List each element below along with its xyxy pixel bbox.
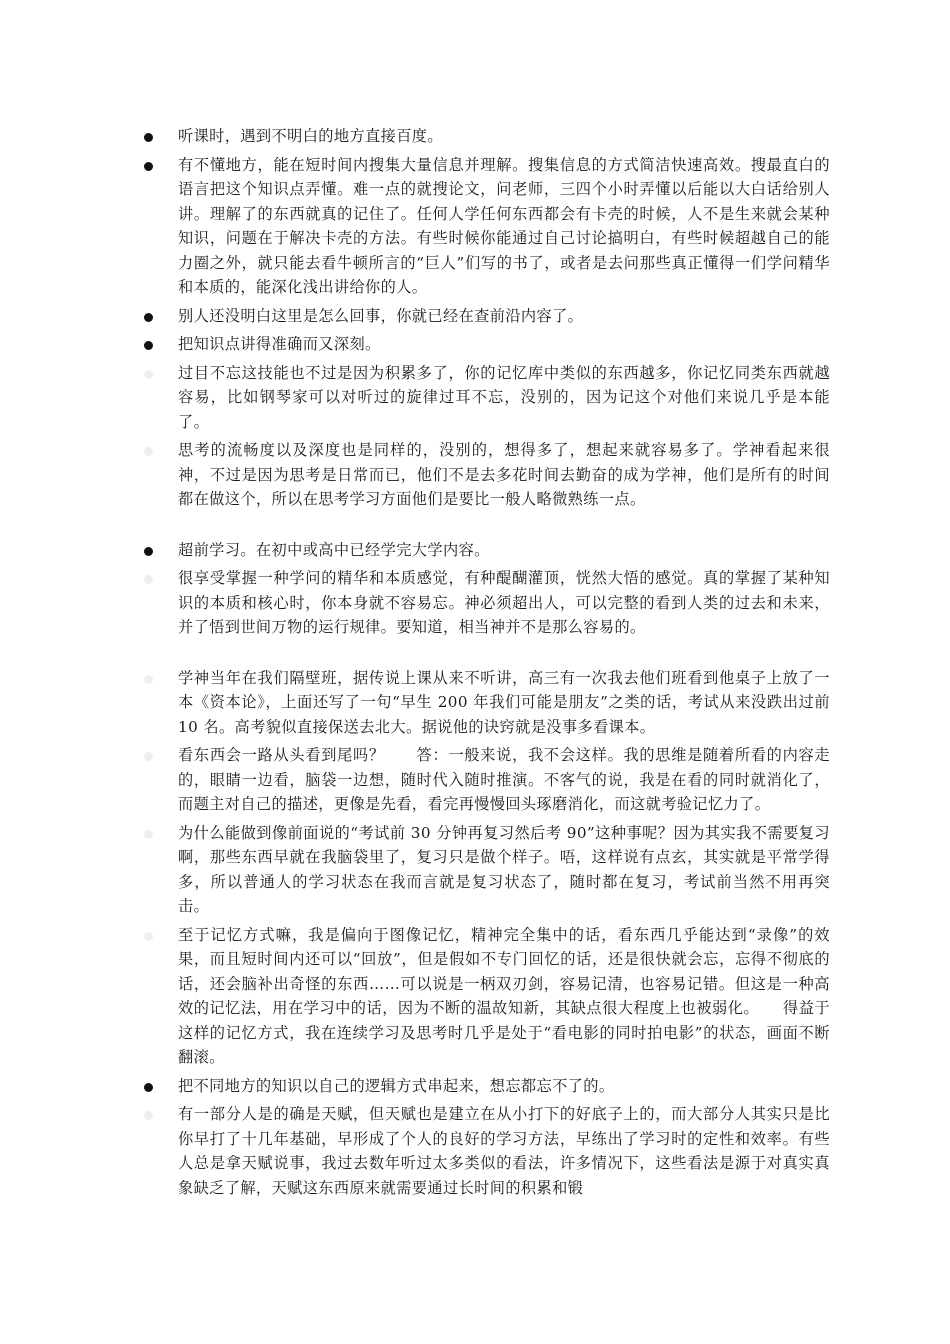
list-item: [140, 438, 830, 512]
list-item-text: 把知识点讲得准确而又深刻。: [178, 335, 381, 353]
list-item-text: 超前学习。在初中或高中已经学完大学内容。: [178, 540, 490, 559]
list-item: [140, 124, 830, 149]
list-item: [140, 666, 830, 740]
bullet-list: [140, 124, 830, 1204]
list-item: [140, 743, 830, 817]
faint-bullet-icon: [144, 932, 153, 941]
list-item-text: 思考的流畅度以及深度也是同样的，没别的，想得多了，想起来就容易多了。学神看起来很神，不过是因为思考是日常而已，他们不是去多花时间去勤奋的成为学神，他们是所有的时间都在做这个，所以在思考学习方面他们是要比一般人略微熟练一点。: [178, 441, 830, 508]
list-item: [140, 304, 830, 329]
list-item-text: 有一部分人是的确是天赋，但天赋也是建立在从小打下的好底子上的，而大部分人其实只是比你早打了十几年基础，早形成了个人的良好的学习方法，早练出了学习时的定性和效率。有些人总是拿天赋说事，我过去数年听过太多类似的看法，许多情况下，这些看法是源于对真实真象缺乏了解，天赋这东西原来就需要通过长时间的积累和锻: [178, 1105, 830, 1197]
faint-bullet-icon: [144, 575, 153, 584]
spacer: [140, 516, 830, 538]
list-item-text: 把不同地方的知识以自己的逻辑方式串起来，想忘都忘不了的。: [178, 1076, 615, 1095]
list-item: [140, 923, 830, 1070]
faint-bullet-icon: [144, 675, 153, 684]
list-item: [140, 361, 830, 435]
faint-bullet-icon: [144, 1111, 153, 1120]
list-item: [140, 1074, 830, 1099]
list-item-text: 有不懂地方，能在短时间内搜集大量信息并理解。搜集信息的方式简洁快速高效。搜最直白的语言把这个知识点弄懂。难一点的就搜论文，问老师，三四个小时弄懂以后能以大白话给别人讲。理解了的东西就真的记住了。任何人学任何东西都会有卡壳的时候，人不是生来就会某种知识，问题在于解决卡壳的方法。有些时候你能通过自己讨论搞明白，有些时候超越自己的能力圈之外，就只能去看牛顿所言的“巨人”们写的书了，或者是去问那些真正懂得一们学问精华和本质的，能深化浅出讲给你的人。: [178, 155, 830, 296]
list-item: [140, 538, 830, 563]
spacer: [140, 644, 830, 666]
list-item: [140, 153, 830, 300]
list-item-text: 听课时，遇到不明白的地方直接百度。: [178, 127, 443, 145]
list-item: [140, 821, 830, 919]
bullet-icon: [144, 1083, 153, 1092]
list-item: [140, 566, 830, 640]
list-item-text: 过目不忘这技能也不过是因为积累多了，你的记忆库中类似的东西越多，你记忆同类东西就越容易，比如钢琴家可以对听过的旋律过耳不忘，没别的，因为记这个对他们来说几乎是本能了。: [178, 363, 830, 431]
list-item-text: 很享受掌握一种学问的精华和本质感觉，有种醍醐灌顶，恍然大悟的感觉。真的掌握了某种知识的本质和核心时，你本身就不容易忘。神必须超出人，可以完整的看到人类的过去和未来，并了悟到世间万物的运行规律。要知道，相当神并不是那么容易的。: [178, 569, 830, 636]
bullet-icon: [144, 547, 153, 556]
bullet-icon: [144, 162, 153, 171]
faint-bullet-icon: [144, 752, 153, 761]
bullet-icon: [144, 341, 153, 350]
faint-bullet-icon: [144, 447, 153, 456]
faint-bullet-icon: [144, 370, 153, 379]
list-item-text: 别人还没明白这里是怎么回事，你就已经在查前沿内容了。: [178, 306, 584, 325]
faint-bullet-icon: [144, 830, 153, 839]
list-item-text: 学神当年在我们隔壁班，据传说上课从来不听讲，高三有一次我去他们班看到他桌子上放了一本《资本论》，上面还写了一句“早生 200 年我们可能是朋友”之类的话，考试从来没跌出过前 10 名。高考貌似直接保送去北大。据说他的诀窍就是没事多看课本。: [178, 668, 830, 736]
list-item: [140, 332, 830, 357]
list-item: [140, 1102, 830, 1200]
bullet-icon: [144, 313, 153, 322]
list-item-text: 至于记忆方式嘛，我是偏向于图像记忆，精神完全集中的话，看东西几乎能达到“录像”的效果，而且短时间内还可以“回放”，但是假如不专门回忆的话，还是很快就会忘，忘得不彻底的话，还会脑补出奇怪的东西……可以说是一柄双刃剑，容易记清，也容易记错。但这是一种高效的记忆法，用在学习中的话，因为不断的温故知新，其缺点很大程度上也被弱化。 得益于这样的记忆方式，我在连续学习及思考时几乎是处于“看电影的同时拍电影”的状态，画面不断翻滚。: [178, 925, 830, 1066]
bullet-icon: [144, 133, 153, 142]
list-item-text: 为什么能做到像前面说的“考试前 30 分钟再复习然后考 90”这种事呢？因为其实我不需要复习啊，那些东西早就在我脑袋里了，复习只是做个样子。唔，这样说有点玄，其实就是平常学得多，所以普通人的学习状态在我而言就是复习状态了，随时都在复习，考试前当然不用再突击。: [178, 823, 830, 915]
list-item-text: 看东西会一路从头看到尾吗？ 答：一般来说，我不会这样。我的思维是随着所看的内容走的，眼睛一边看，脑袋一边想，随时代入随时推演。不客气的说，我是在看的同时就消化了，而题主对自己的描述，更像是先看，看完再慢慢回头琢磨消化，而这就考验记忆力了。: [178, 746, 830, 813]
